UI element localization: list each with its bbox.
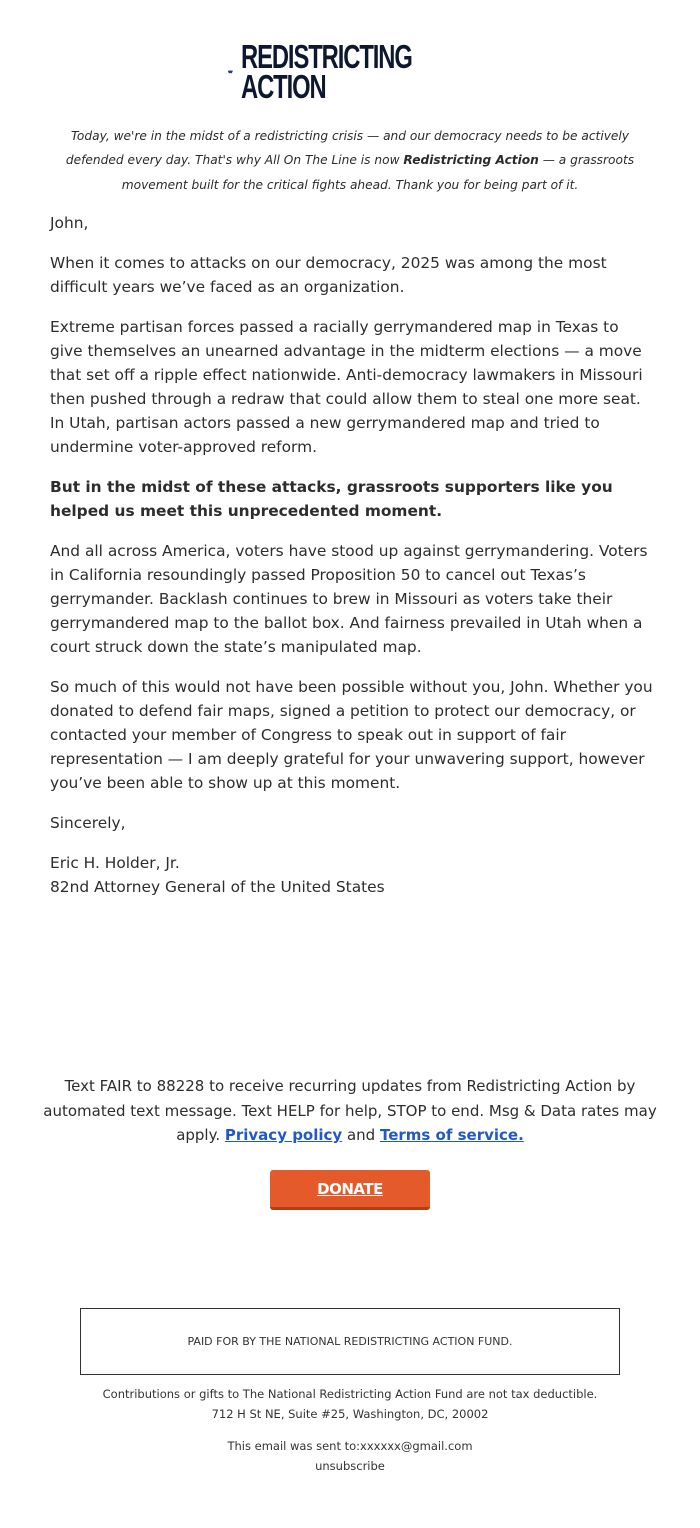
paragraph-5: So much of this would not have been possible without you, John. Whether you donated to defend fair maps, signed a petition to protect our democracy, or contacted your member of Congress to speak out in support of fair representation — I am deeply grateful for your unwavering support, however you’ve been able to show up at this moment. xyxy=(50,678,653,792)
intro-part-1: Today, we're in the midst of a redistricting crisis — and our democracy needs to be actively defended every day. That's why All On The Line is now xyxy=(65,129,630,168)
sent-to-text: This email was sent to:xxxxxx@gmail.com xyxy=(227,1439,473,1453)
unsubscribe-link[interactable]: unsubscribe xyxy=(315,1458,385,1473)
signature xyxy=(50,851,654,899)
privacy-policy-link[interactable]: Privacy policy xyxy=(224,1126,343,1144)
intro-bold: Redistricting Action xyxy=(403,153,539,168)
paid-for-box xyxy=(80,1308,620,1375)
mailing-address: 712 H St NE, Suite #25, Washington, DC, 20002 xyxy=(211,1406,489,1421)
tax-disclaimer: Contributions or gifts to The National Redistricting Action Fund are not tax deductible. xyxy=(102,1387,598,1401)
closing: Sincerely, xyxy=(50,814,126,832)
signer-name: Eric H. Holder, Jr. xyxy=(50,854,180,872)
brand-line-1: REDISTRICTING xyxy=(240,38,412,75)
terms-of-service-link[interactable]: Terms of service. xyxy=(379,1126,524,1144)
letter-body xyxy=(50,211,654,899)
sms-text: Text FAIR to 88228 to receive recurring updates from Redistricting Action by automated text message. Text HELP for help, STOP to end. Msg & Data rates may apply. xyxy=(43,1077,657,1144)
greeting: John, xyxy=(50,214,89,232)
paragraph-2: Extreme partisan forces passed a racially gerrymandered map in Texas to give themselves an unearned advantage in the midterm elections — a move that set off a ripple effect nationwide. Anti-democracy lawmakers in Missouri then pushed through a redraw that could allow them to steal one more seat. In Utah, partisan actors passed a new gerrymandered map and tried to undermine voter-approved reform. xyxy=(50,318,643,456)
paid-for-text: PAID FOR BY THE NATIONAL REDISTRICTING ACTION FUND. xyxy=(187,1335,513,1348)
footer-disclaimer xyxy=(40,1385,660,1424)
brand-wordmark xyxy=(240,38,412,105)
intro-part-2: — a grassroots movement built for the critical fights ahead. Thank you for being part of it. xyxy=(121,153,635,192)
paragraph-4: And all across America, voters have stood up against gerrymandering. Voters in California resoundingly passed Proposition 50 to cancel out Texas’s gerrymander. Backlash continues to brew in Missouri as voters take their gerrymandered map to the ballot box. And fairness prevailed in Utah when a court struck down the state’s manipulated map. xyxy=(50,542,648,656)
signer-title: 82nd Attorney General of the United States xyxy=(50,878,385,896)
brand-line-2: ACTION xyxy=(240,68,326,105)
brand-logo xyxy=(228,36,478,108)
paragraph-1: When it comes to attacks on our democracy, 2025 was among the most difficult years we’ve faced as an organization. xyxy=(50,254,607,296)
footer-email-info xyxy=(40,1437,660,1476)
sms-and: and xyxy=(342,1126,380,1144)
sms-disclaimer xyxy=(40,1074,660,1148)
us-puzzle-map-icon xyxy=(228,38,233,106)
donate-button[interactable]: DONATE xyxy=(270,1170,430,1210)
paragraph-3: But in the midst of these attacks, grassroots supporters like you helped us meet this unprecedented moment. xyxy=(50,478,613,520)
intro-note xyxy=(60,124,640,197)
